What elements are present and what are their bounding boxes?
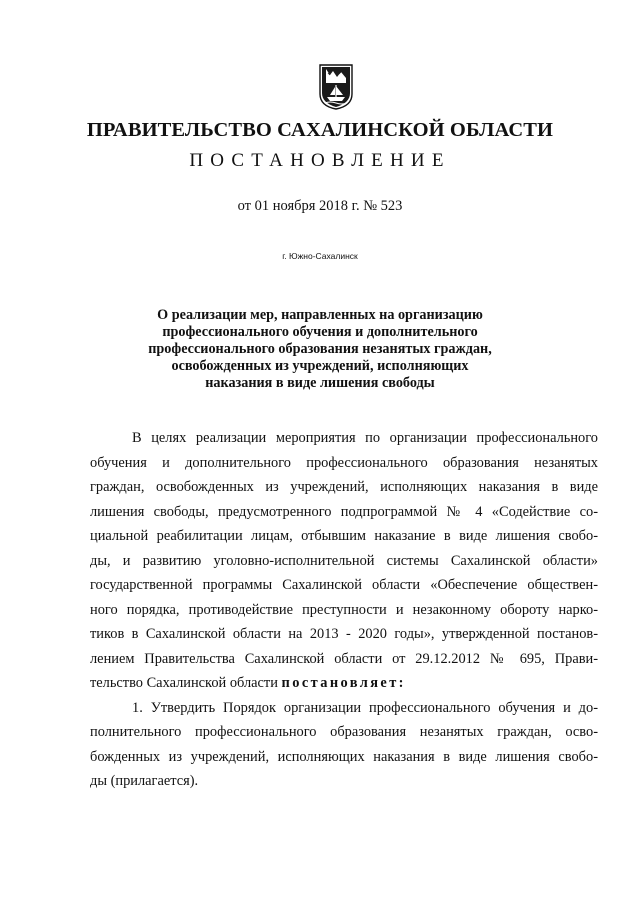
body-line: лением Правительства Сахалинской области от 29.12.2012 № 695, Прави- — [90, 650, 598, 667]
document-body — [90, 426, 598, 794]
body-line: В целях реализации мероприятия по организации профессионального — [132, 430, 598, 446]
government-title: ПРАВИТЕЛЬСТВО САХАЛИНСКОЙ ОБЛАСТИ — [86, 119, 554, 141]
subject-line: профессионального образования незанятых граждан, — [148, 341, 492, 357]
body-line: тиков в Сахалинской области на 2013 - 2020 годы», утвержденной постанов- — [90, 626, 598, 642]
subject-line: освобожденных из учреждений, исполняющих — [171, 358, 469, 374]
body-line: граждан, освобожденных из учреждений, исполняющих наказания в виде — [90, 479, 598, 495]
body-line: божденных из учреждений, исполняющих наказания в виде лишения свобо- — [90, 748, 598, 765]
body-text: тельство Сахалинской области — [90, 675, 282, 691]
document-type: ПОСТАНОВЛЕНИЕ — [189, 150, 451, 171]
body-line — [90, 671, 598, 696]
body-line: полнительного профессионального образования незанятых граждан, осво- — [90, 724, 598, 740]
document-city: г. Южно-Сахалинск — [282, 251, 358, 261]
coat-of-arms-icon — [319, 64, 353, 110]
subject-line: О реализации мер, направленных на организацию — [157, 307, 483, 323]
document-subject — [130, 307, 510, 392]
body-line: государственной программы Сахалинской области «Обеспечение обществен- — [90, 577, 598, 593]
resolves-keyword: постановляет: — [281, 675, 406, 691]
body-line: лишения свободы, предусмотренного подпрограммой № 4 «Содействие со- — [90, 503, 598, 520]
body-line: 1. Утвердить Порядок организации профессионального обучения и до- — [132, 699, 598, 716]
body-line: ды (прилагается). — [90, 773, 199, 789]
subject-line: профессионального обучения и дополнительного — [162, 324, 478, 340]
body-line: ды, и развитию уголовно-исполнительной системы Сахалинской области» — [90, 552, 598, 569]
subject-line: наказания в виде лишения свободы — [205, 375, 435, 391]
body-line: ного порядка, противодействие преступности и незаконному обороту нарко- — [90, 601, 598, 618]
body-line: циальной реабилитации лицам, отбывшим наказание в виде лишения свобо- — [90, 528, 598, 544]
body-line: обучения и дополнительного профессионального образования незанятых — [90, 454, 598, 471]
document-date-number: от 01 ноября 2018 г. № 523 — [237, 198, 403, 214]
